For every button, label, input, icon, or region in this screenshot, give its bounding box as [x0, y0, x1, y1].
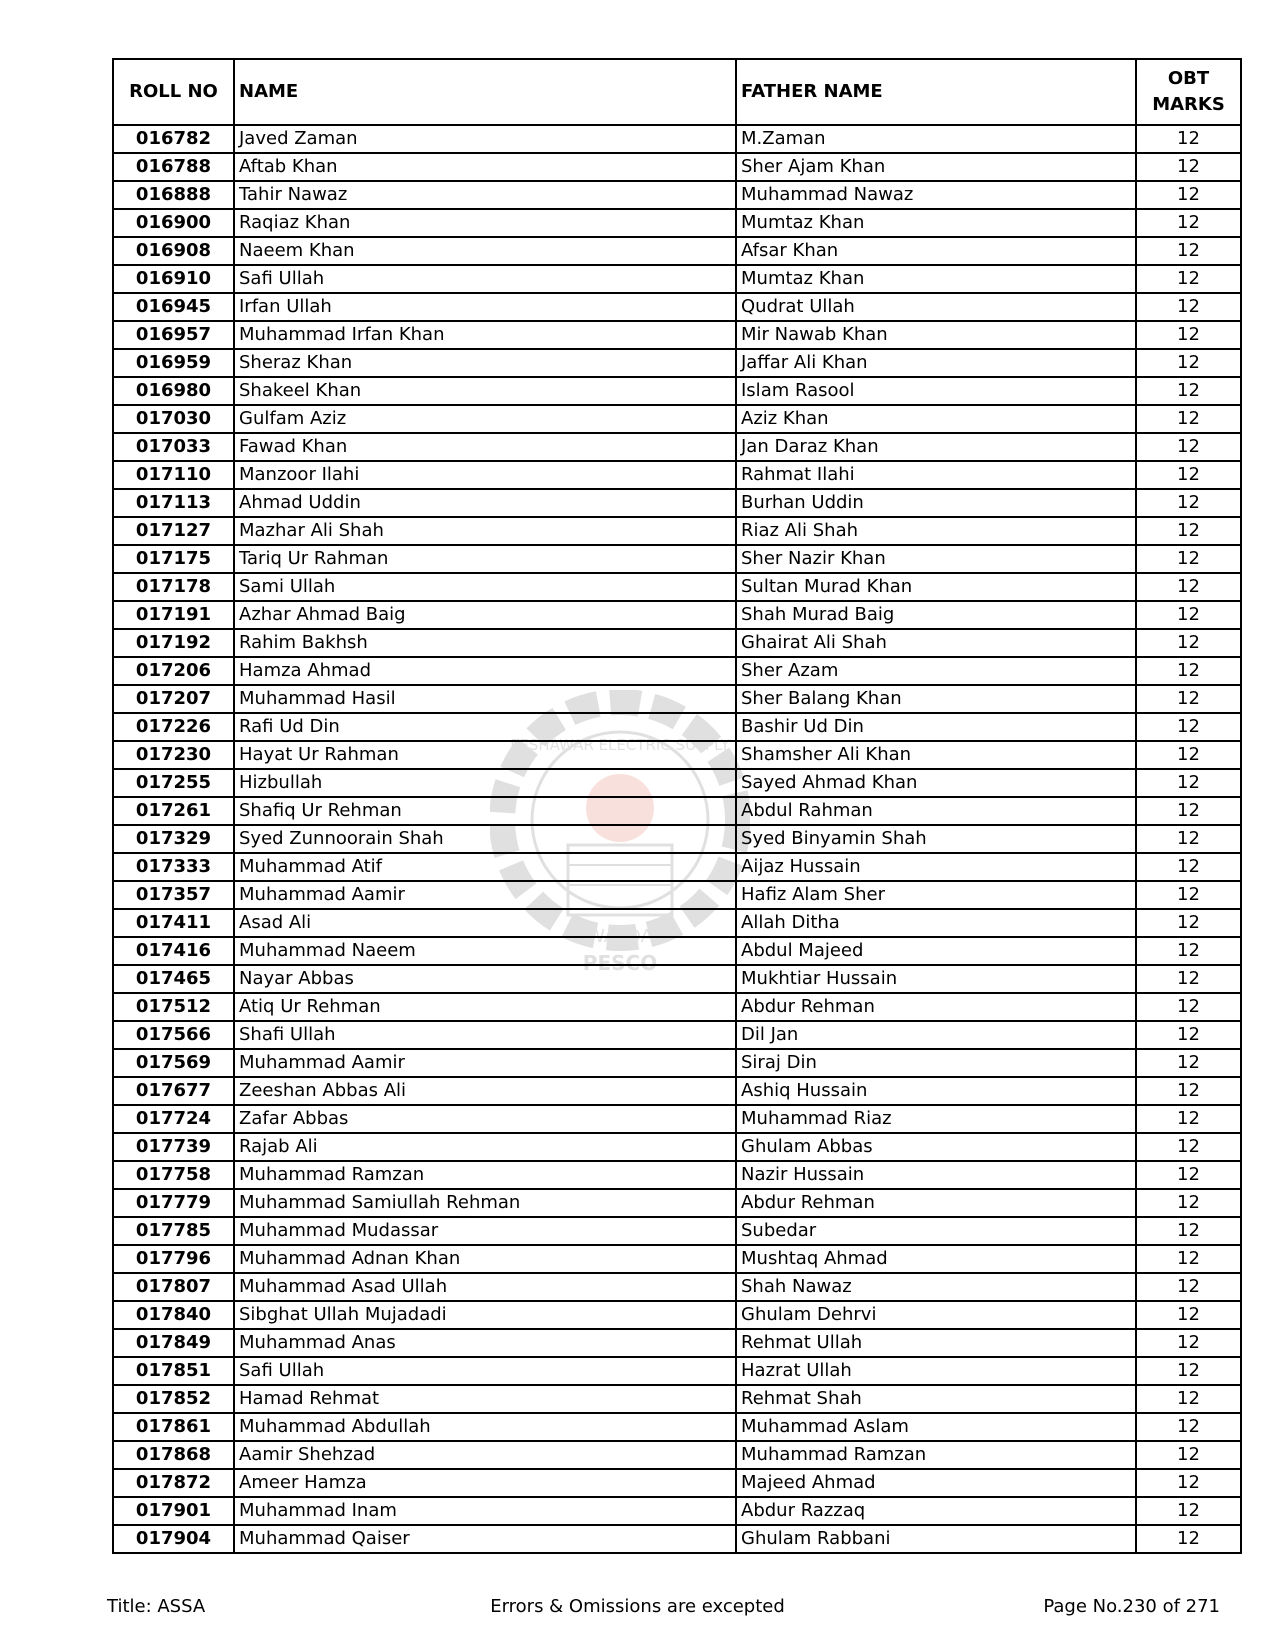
- cell-father-name: Abdur Rehman: [736, 993, 1136, 1021]
- cell-father-name: Ashiq Hussain: [736, 1077, 1136, 1105]
- cell-father-name: Syed Binyamin Shah: [736, 825, 1136, 853]
- table-row: [113, 965, 1241, 993]
- cell-obt-marks: 12: [1136, 1021, 1241, 1049]
- cell-name: Aftab Khan: [234, 153, 736, 181]
- cell-obt-marks: 12: [1136, 181, 1241, 209]
- cell-roll-no: 017512: [113, 993, 234, 1021]
- cell-roll-no: 017849: [113, 1329, 234, 1357]
- cell-name: Safi Ullah: [234, 1357, 736, 1385]
- cell-obt-marks: 12: [1136, 349, 1241, 377]
- table-row: [113, 993, 1241, 1021]
- cell-father-name: Jan Daraz Khan: [736, 433, 1136, 461]
- table-row: [113, 405, 1241, 433]
- cell-roll-no: 017329: [113, 825, 234, 853]
- cell-roll-no: 017178: [113, 573, 234, 601]
- table-row: [113, 909, 1241, 937]
- cell-obt-marks: 12: [1136, 1189, 1241, 1217]
- cell-name: Ameer Hamza: [234, 1469, 736, 1497]
- cell-father-name: Aziz Khan: [736, 405, 1136, 433]
- cell-obt-marks: 12: [1136, 741, 1241, 769]
- cell-name: Muhammad Hasil: [234, 685, 736, 713]
- cell-obt-marks: 12: [1136, 965, 1241, 993]
- table-row: [113, 1273, 1241, 1301]
- cell-roll-no: 017796: [113, 1245, 234, 1273]
- cell-name: Muhammad Anas: [234, 1329, 736, 1357]
- table-row: [113, 1357, 1241, 1385]
- cell-father-name: Siraj Din: [736, 1049, 1136, 1077]
- cell-name: Shakeel Khan: [234, 377, 736, 405]
- cell-father-name: Rahmat Ilahi: [736, 461, 1136, 489]
- cell-obt-marks: 12: [1136, 1497, 1241, 1525]
- cell-obt-marks: 12: [1136, 881, 1241, 909]
- cell-father-name: Ghairat Ali Shah: [736, 629, 1136, 657]
- cell-father-name: Abdul Rahman: [736, 797, 1136, 825]
- table-row: [113, 461, 1241, 489]
- cell-obt-marks: 12: [1136, 1525, 1241, 1553]
- cell-father-name: Burhan Uddin: [736, 489, 1136, 517]
- cell-father-name: Abdul Majeed: [736, 937, 1136, 965]
- cell-obt-marks: 12: [1136, 1413, 1241, 1441]
- table-row: [113, 881, 1241, 909]
- cell-obt-marks: 12: [1136, 461, 1241, 489]
- table-row: [113, 657, 1241, 685]
- cell-obt-marks: 12: [1136, 405, 1241, 433]
- cell-father-name: Aijaz Hussain: [736, 853, 1136, 881]
- cell-roll-no: 017851: [113, 1357, 234, 1385]
- cell-obt-marks: 12: [1136, 937, 1241, 965]
- cell-obt-marks: 12: [1136, 1133, 1241, 1161]
- cell-name: Hayat Ur Rahman: [234, 741, 736, 769]
- cell-father-name: Mumtaz Khan: [736, 209, 1136, 237]
- table-row: [113, 1469, 1241, 1497]
- cell-name: Shafi Ullah: [234, 1021, 736, 1049]
- cell-name: Rahim Bakhsh: [234, 629, 736, 657]
- cell-name: Manzoor Ilahi: [234, 461, 736, 489]
- cell-name: Muhammad Naeem: [234, 937, 736, 965]
- cell-name: Ahmad Uddin: [234, 489, 736, 517]
- cell-father-name: Muhammad Nawaz: [736, 181, 1136, 209]
- cell-name: Muhammad Aamir: [234, 1049, 736, 1077]
- cell-obt-marks: 12: [1136, 713, 1241, 741]
- cell-roll-no: 017739: [113, 1133, 234, 1161]
- table-row: [113, 1301, 1241, 1329]
- cell-roll-no: 017416: [113, 937, 234, 965]
- table-row: [113, 433, 1241, 461]
- cell-father-name: Ghulam Abbas: [736, 1133, 1136, 1161]
- cell-roll-no: 017333: [113, 853, 234, 881]
- cell-obt-marks: 12: [1136, 1245, 1241, 1273]
- cell-roll-no: 017904: [113, 1525, 234, 1553]
- cell-roll-no: 016908: [113, 237, 234, 265]
- header-father-name: FATHER NAME: [736, 59, 1136, 125]
- cell-name: Mazhar Ali Shah: [234, 517, 736, 545]
- cell-father-name: Rehmat Shah: [736, 1385, 1136, 1413]
- table-row: [113, 937, 1241, 965]
- cell-father-name: Ghulam Rabbani: [736, 1525, 1136, 1553]
- cell-name: Muhammad Qaiser: [234, 1525, 736, 1553]
- cell-roll-no: 017901: [113, 1497, 234, 1525]
- table-row: [113, 349, 1241, 377]
- svg-text:PESHAWAR ELECTRIC SUPPLY: PESHAWAR ELECTRIC SUPPLY: [510, 736, 730, 754]
- table-row: [113, 1049, 1241, 1077]
- cell-obt-marks: 12: [1136, 573, 1241, 601]
- cell-roll-no: 016945: [113, 293, 234, 321]
- table-row: [113, 713, 1241, 741]
- table-row: [113, 125, 1241, 153]
- cell-obt-marks: 12: [1136, 993, 1241, 1021]
- cell-father-name: Allah Ditha: [736, 909, 1136, 937]
- cell-obt-marks: 12: [1136, 1357, 1241, 1385]
- cell-name: Hamad Rehmat: [234, 1385, 736, 1413]
- table-row: [113, 209, 1241, 237]
- cell-roll-no: 017191: [113, 601, 234, 629]
- table-row: [113, 1021, 1241, 1049]
- header-obt-marks: [1136, 59, 1241, 125]
- cell-obt-marks: 12: [1136, 265, 1241, 293]
- cell-obt-marks: 12: [1136, 1273, 1241, 1301]
- cell-roll-no: 017779: [113, 1189, 234, 1217]
- cell-obt-marks: 12: [1136, 1217, 1241, 1245]
- cell-roll-no: 017566: [113, 1021, 234, 1049]
- svg-text:WAPDA: WAPDA: [587, 926, 653, 947]
- cell-name: Hizbullah: [234, 769, 736, 797]
- cell-father-name: Rehmat Ullah: [736, 1329, 1136, 1357]
- cell-father-name: Riaz Ali Shah: [736, 517, 1136, 545]
- cell-roll-no: 016788: [113, 153, 234, 181]
- cell-roll-no: 017255: [113, 769, 234, 797]
- cell-father-name: Majeed Ahmad: [736, 1469, 1136, 1497]
- cell-father-name: Shah Murad Baig: [736, 601, 1136, 629]
- cell-obt-marks: 12: [1136, 237, 1241, 265]
- cell-name: Fawad Khan: [234, 433, 736, 461]
- cell-obt-marks: 12: [1136, 1105, 1241, 1133]
- cell-roll-no: 017127: [113, 517, 234, 545]
- cell-father-name: Qudrat Ullah: [736, 293, 1136, 321]
- cell-name: Sibghat Ullah Mujadadi: [234, 1301, 736, 1329]
- table-row: [113, 629, 1241, 657]
- cell-father-name: Bashir Ud Din: [736, 713, 1136, 741]
- cell-father-name: Sher Azam: [736, 657, 1136, 685]
- table-row: [113, 153, 1241, 181]
- table-row: [113, 1385, 1241, 1413]
- table-row: [113, 1189, 1241, 1217]
- header-marks: MARKS: [1152, 94, 1225, 115]
- cell-name: Muhammad Mudassar: [234, 1217, 736, 1245]
- cell-father-name: Mukhtiar Hussain: [736, 965, 1136, 993]
- cell-roll-no: 017840: [113, 1301, 234, 1329]
- table-row: [113, 1245, 1241, 1273]
- table-row: [113, 1329, 1241, 1357]
- cell-obt-marks: 12: [1136, 1161, 1241, 1189]
- cell-father-name: Hazrat Ullah: [736, 1357, 1136, 1385]
- cell-father-name: Shamsher Ali Khan: [736, 741, 1136, 769]
- cell-name: Tariq Ur Rahman: [234, 545, 736, 573]
- cell-name: Gulfam Aziz: [234, 405, 736, 433]
- cell-roll-no: 017807: [113, 1273, 234, 1301]
- cell-father-name: Afsar Khan: [736, 237, 1136, 265]
- cell-roll-no: 016888: [113, 181, 234, 209]
- cell-father-name: Muhammad Aslam: [736, 1413, 1136, 1441]
- table-row: [113, 321, 1241, 349]
- table-row: [113, 1413, 1241, 1441]
- cell-obt-marks: 12: [1136, 853, 1241, 881]
- cell-roll-no: 017230: [113, 741, 234, 769]
- footer-disclaimer: Errors & Omissions are excepted: [490, 1596, 785, 1617]
- cell-roll-no: 017357: [113, 881, 234, 909]
- cell-roll-no: 016900: [113, 209, 234, 237]
- cell-father-name: Muhammad Riaz: [736, 1105, 1136, 1133]
- cell-name: Muhammad Aamir: [234, 881, 736, 909]
- cell-roll-no: 017113: [113, 489, 234, 517]
- cell-name: Atiq Ur Rehman: [234, 993, 736, 1021]
- cell-obt-marks: 12: [1136, 517, 1241, 545]
- cell-roll-no: 017724: [113, 1105, 234, 1133]
- table-row: [113, 293, 1241, 321]
- cell-obt-marks: 12: [1136, 545, 1241, 573]
- cell-roll-no: 017206: [113, 657, 234, 685]
- cell-roll-no: 017677: [113, 1077, 234, 1105]
- table-row: [113, 181, 1241, 209]
- header-obt: OBT: [1167, 68, 1210, 89]
- cell-name: Muhammad Samiullah Rehman: [234, 1189, 736, 1217]
- cell-father-name: Jaffar Ali Khan: [736, 349, 1136, 377]
- cell-name: Raqiaz Khan: [234, 209, 736, 237]
- cell-roll-no: 016782: [113, 125, 234, 153]
- cell-roll-no: 017033: [113, 433, 234, 461]
- table-body: [113, 125, 1241, 1553]
- cell-name: Javed Zaman: [234, 125, 736, 153]
- cell-father-name: Mumtaz Khan: [736, 265, 1136, 293]
- cell-name: Muhammad Adnan Khan: [234, 1245, 736, 1273]
- cell-obt-marks: 12: [1136, 685, 1241, 713]
- cell-name: Asad Ali: [234, 909, 736, 937]
- table-row: [113, 1161, 1241, 1189]
- cell-name: Rafi Ud Din: [234, 713, 736, 741]
- cell-obt-marks: 12: [1136, 601, 1241, 629]
- cell-roll-no: 017411: [113, 909, 234, 937]
- cell-name: Muhammad Irfan Khan: [234, 321, 736, 349]
- cell-father-name: Abdur Razzaq: [736, 1497, 1136, 1525]
- cell-name: Syed Zunnoorain Shah: [234, 825, 736, 853]
- table-row: [113, 489, 1241, 517]
- cell-name: Zafar Abbas: [234, 1105, 736, 1133]
- cell-name: Muhammad Inam: [234, 1497, 736, 1525]
- cell-roll-no: 016957: [113, 321, 234, 349]
- table-row: [113, 741, 1241, 769]
- table-row: [113, 1077, 1241, 1105]
- cell-roll-no: 017192: [113, 629, 234, 657]
- cell-name: Muhammad Atif: [234, 853, 736, 881]
- table-row: [113, 685, 1241, 713]
- cell-name: Muhammad Ramzan: [234, 1161, 736, 1189]
- cell-name: Tahir Nawaz: [234, 181, 736, 209]
- cell-obt-marks: 12: [1136, 1329, 1241, 1357]
- cell-name: Naeem Khan: [234, 237, 736, 265]
- cell-obt-marks: 12: [1136, 629, 1241, 657]
- cell-roll-no: 017758: [113, 1161, 234, 1189]
- header-name: NAME: [234, 59, 736, 125]
- cell-obt-marks: 12: [1136, 489, 1241, 517]
- cell-name: Nayar Abbas: [234, 965, 736, 993]
- table-row: [113, 1133, 1241, 1161]
- cell-roll-no: 017465: [113, 965, 234, 993]
- table-row: [113, 265, 1241, 293]
- cell-father-name: Mushtaq Ahmad: [736, 1245, 1136, 1273]
- cell-roll-no: 017110: [113, 461, 234, 489]
- cell-obt-marks: 12: [1136, 433, 1241, 461]
- cell-father-name: Ghulam Dehrvi: [736, 1301, 1136, 1329]
- table-row: [113, 853, 1241, 881]
- cell-obt-marks: 12: [1136, 769, 1241, 797]
- footer-title: Title: ASSA: [107, 1596, 206, 1617]
- cell-father-name: Islam Rasool: [736, 377, 1136, 405]
- footer-page-number: Page No.230 of 271: [1043, 1596, 1220, 1617]
- cell-roll-no: 016910: [113, 265, 234, 293]
- table-row: [113, 377, 1241, 405]
- cell-roll-no: 017785: [113, 1217, 234, 1245]
- cell-name: Shafiq Ur Rehman: [234, 797, 736, 825]
- cell-obt-marks: 12: [1136, 377, 1241, 405]
- cell-obt-marks: 12: [1136, 1077, 1241, 1105]
- cell-obt-marks: 12: [1136, 1441, 1241, 1469]
- cell-roll-no: 017861: [113, 1413, 234, 1441]
- table-row: [113, 545, 1241, 573]
- cell-father-name: Muhammad Ramzan: [736, 1441, 1136, 1469]
- cell-obt-marks: 12: [1136, 1469, 1241, 1497]
- cell-name: Aamir Shehzad: [234, 1441, 736, 1469]
- cell-obt-marks: 12: [1136, 1385, 1241, 1413]
- cell-obt-marks: 12: [1136, 1049, 1241, 1077]
- cell-roll-no: 017868: [113, 1441, 234, 1469]
- cell-father-name: Sher Ajam Khan: [736, 153, 1136, 181]
- cell-father-name: Hafiz Alam Sher: [736, 881, 1136, 909]
- table-header-row: [113, 59, 1241, 125]
- table-row: [113, 769, 1241, 797]
- cell-roll-no: 017226: [113, 713, 234, 741]
- cell-father-name: Sayed Ahmad Khan: [736, 769, 1136, 797]
- cell-father-name: Dil Jan: [736, 1021, 1136, 1049]
- cell-name: Azhar Ahmad Baig: [234, 601, 736, 629]
- cell-obt-marks: 12: [1136, 1301, 1241, 1329]
- cell-name: Muhammad Abdullah: [234, 1413, 736, 1441]
- cell-roll-no: 017569: [113, 1049, 234, 1077]
- cell-father-name: Sher Balang Khan: [736, 685, 1136, 713]
- results-table: [112, 58, 1242, 1554]
- cell-roll-no: 017261: [113, 797, 234, 825]
- cell-obt-marks: 12: [1136, 797, 1241, 825]
- table-row: [113, 797, 1241, 825]
- table-row: [113, 1497, 1241, 1525]
- cell-name: Rajab Ali: [234, 1133, 736, 1161]
- cell-father-name: Mir Nawab Khan: [736, 321, 1136, 349]
- cell-roll-no: 017872: [113, 1469, 234, 1497]
- cell-name: Safi Ullah: [234, 265, 736, 293]
- table-row: [113, 601, 1241, 629]
- cell-obt-marks: 12: [1136, 125, 1241, 153]
- cell-name: Irfan Ullah: [234, 293, 736, 321]
- cell-father-name: Sher Nazir Khan: [736, 545, 1136, 573]
- cell-father-name: M.Zaman: [736, 125, 1136, 153]
- cell-obt-marks: 12: [1136, 657, 1241, 685]
- cell-roll-no: 017852: [113, 1385, 234, 1413]
- table-row: [113, 1217, 1241, 1245]
- cell-name: Sami Ullah: [234, 573, 736, 601]
- cell-father-name: Abdur Rehman: [736, 1189, 1136, 1217]
- cell-obt-marks: 12: [1136, 209, 1241, 237]
- cell-roll-no: 017207: [113, 685, 234, 713]
- cell-obt-marks: 12: [1136, 909, 1241, 937]
- cell-obt-marks: 12: [1136, 153, 1241, 181]
- table-row: [113, 1525, 1241, 1553]
- cell-father-name: Nazir Hussain: [736, 1161, 1136, 1189]
- table-row: [113, 1441, 1241, 1469]
- cell-roll-no: 017030: [113, 405, 234, 433]
- table-row: [113, 237, 1241, 265]
- cell-father-name: Sultan Murad Khan: [736, 573, 1136, 601]
- svg-text:PESCO: PESCO: [582, 951, 658, 975]
- cell-father-name: Subedar: [736, 1217, 1136, 1245]
- cell-roll-no: 016959: [113, 349, 234, 377]
- cell-obt-marks: 12: [1136, 293, 1241, 321]
- table-row: [113, 517, 1241, 545]
- cell-name: Muhammad Asad Ullah: [234, 1273, 736, 1301]
- table-row: [113, 1105, 1241, 1133]
- table-row: [113, 573, 1241, 601]
- header-roll-no: ROLL NO: [113, 59, 234, 125]
- cell-name: Hamza Ahmad: [234, 657, 736, 685]
- cell-name: Sheraz Khan: [234, 349, 736, 377]
- cell-roll-no: 016980: [113, 377, 234, 405]
- table-row: [113, 825, 1241, 853]
- cell-name: Zeeshan Abbas Ali: [234, 1077, 736, 1105]
- cell-obt-marks: 12: [1136, 825, 1241, 853]
- cell-obt-marks: 12: [1136, 321, 1241, 349]
- cell-roll-no: 017175: [113, 545, 234, 573]
- cell-father-name: Shah Nawaz: [736, 1273, 1136, 1301]
